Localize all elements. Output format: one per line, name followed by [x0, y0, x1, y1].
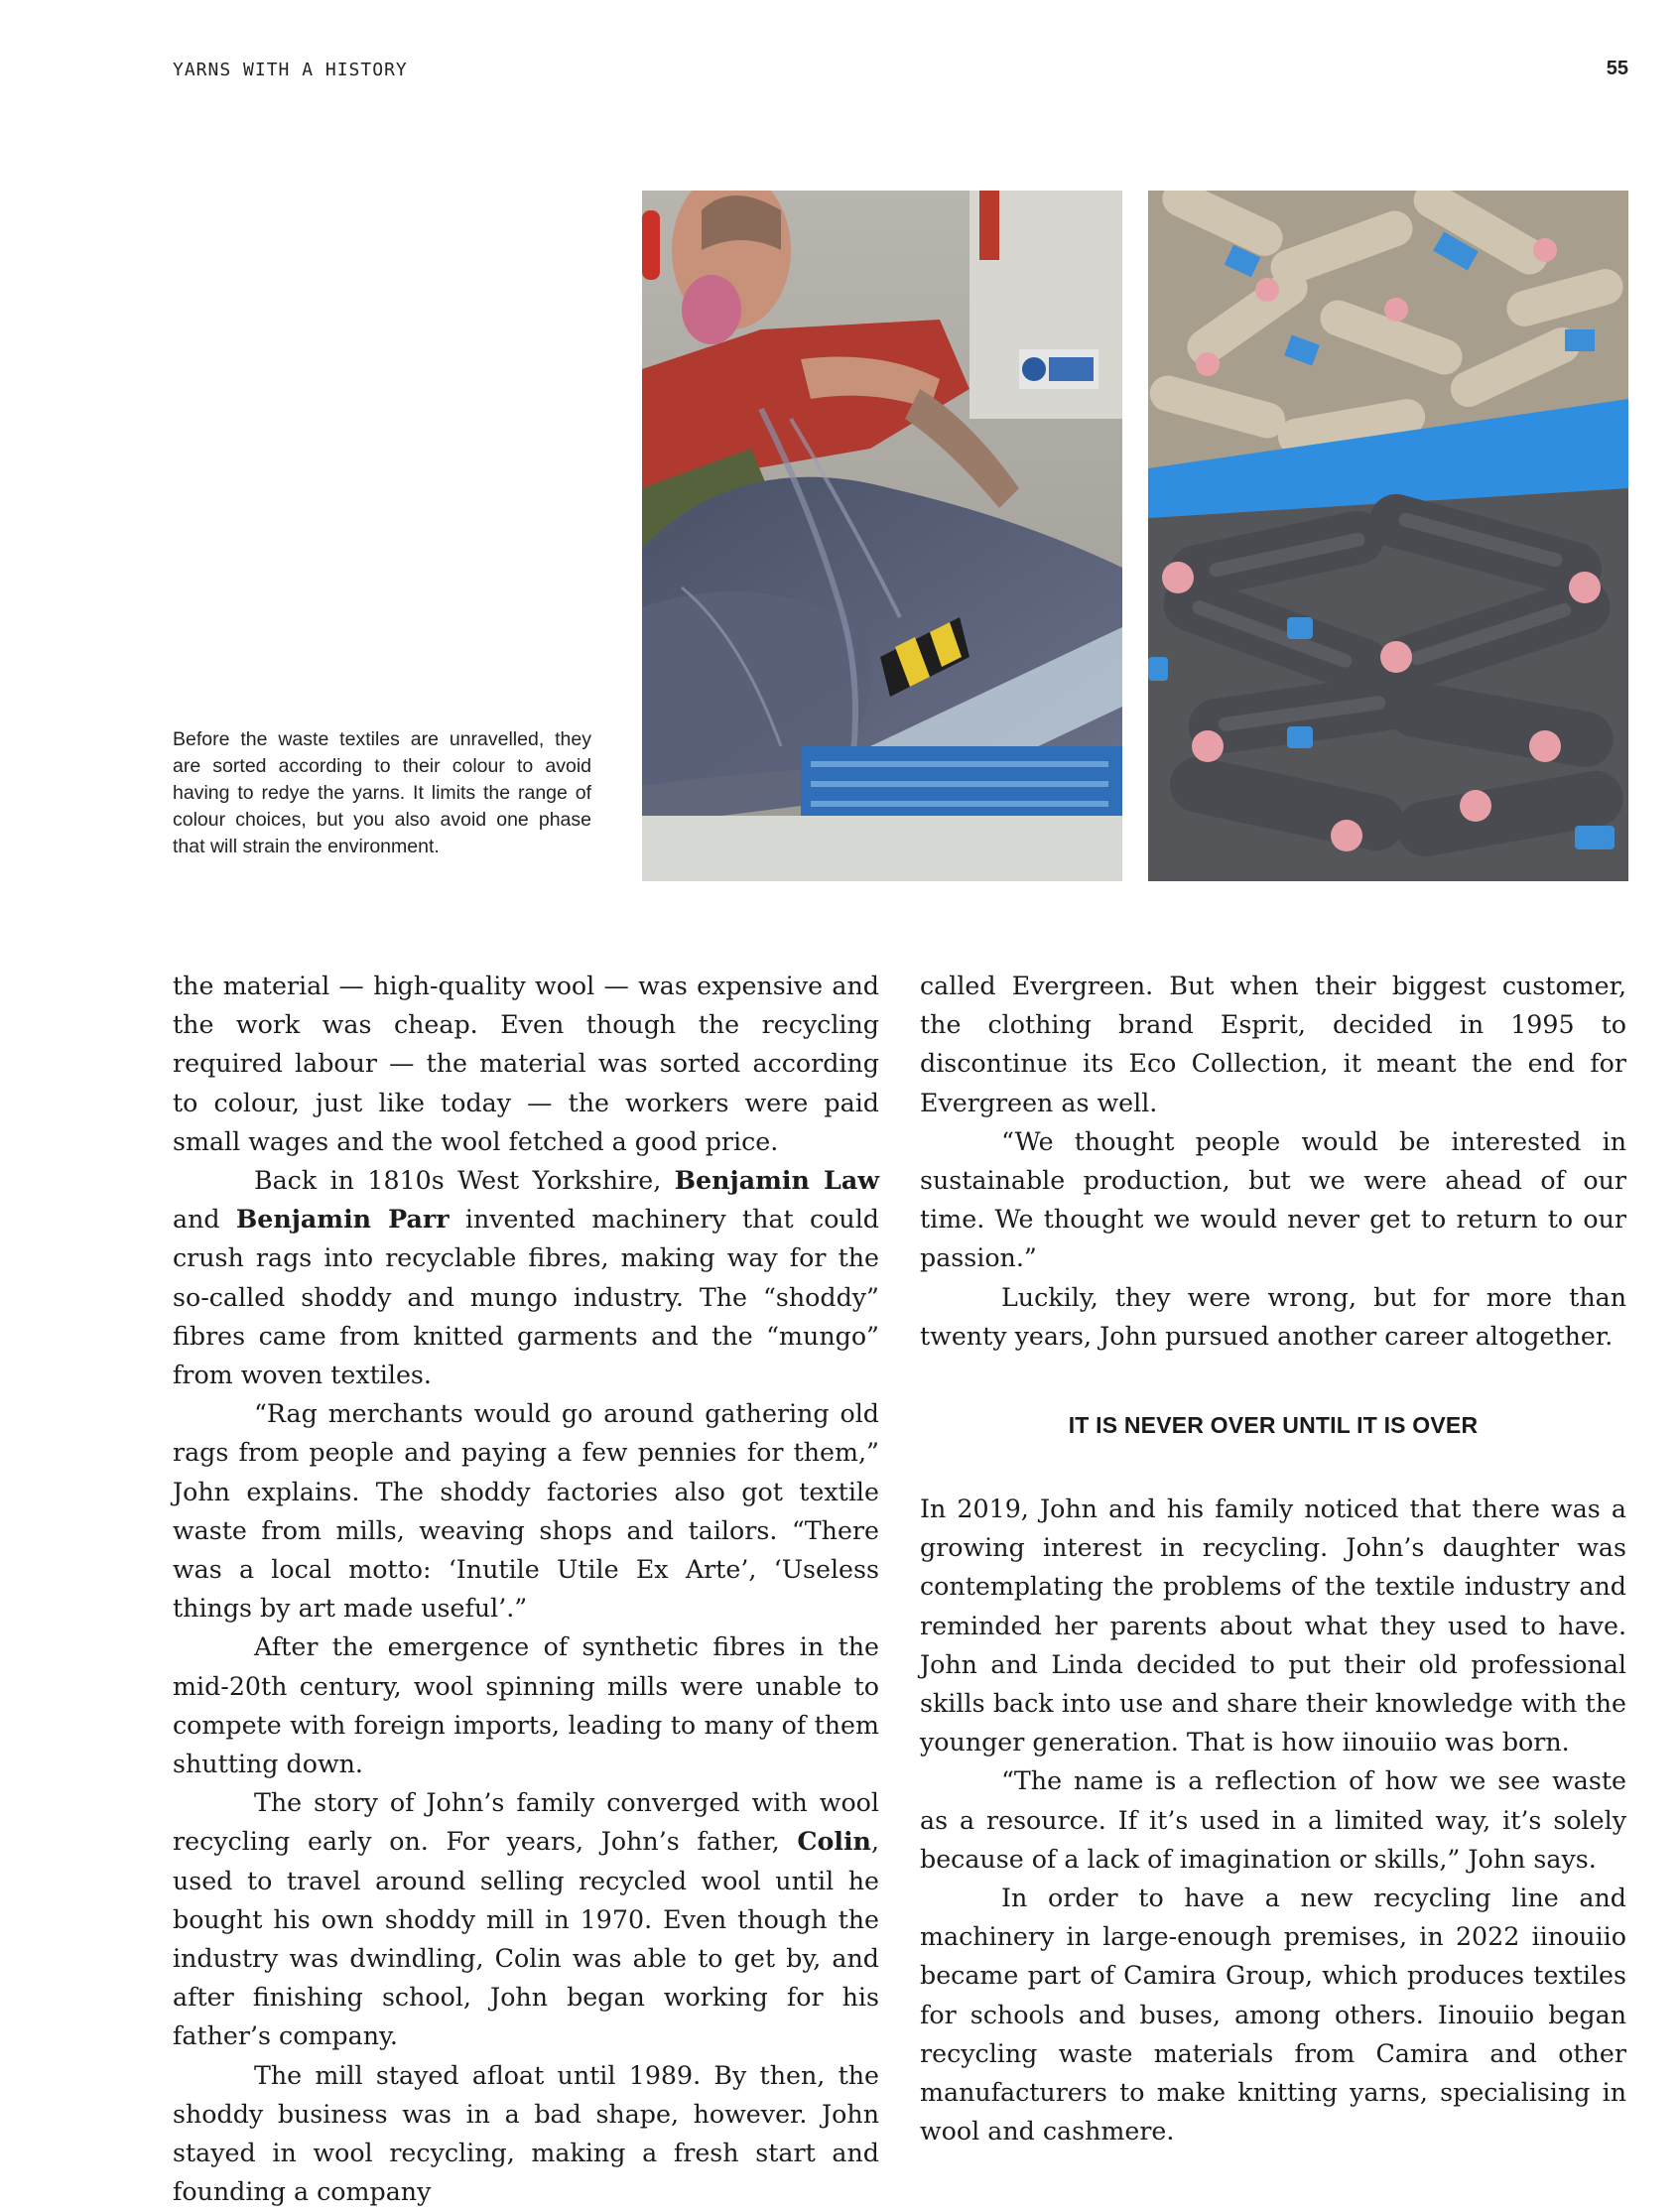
- paragraph: [173, 1161, 879, 1394]
- paragraph: “The name is a reflection of how we see waste as a resource. If it’s used in a limited way, it’s solely because of a lack of imagination or skills,” John says.: [920, 1766, 1626, 1874]
- text-run: invented machinery that could crush rags into recyclable fibres, making way for the so-called shoddy and mungo industry. The “shoddy” fibres came from knitted garments and the “mungo” from woven textiles.: [173, 1205, 879, 1390]
- bold-name: Benjamin Law: [674, 1165, 879, 1196]
- article-column-left: [173, 967, 879, 2212]
- paragraph: Luckily, they were wrong, but for more than twenty years, John pursued another career altogether.: [920, 1282, 1626, 1351]
- text-run: , used to travel around selling recycled wool until he bought his own shoddy mill in 1970. Even though the industry was dwindling, Colin was able to get by, and after finishing school, John began working for his father’s company.: [173, 1827, 879, 2051]
- bold-name: Benjamin Parr: [235, 1204, 450, 1235]
- text-run: The story of John’s family converged with wool recycling early on. For years, John’s father,: [173, 1788, 879, 1857]
- paragraph: called Evergreen. But when their biggest customer, the clothing brand Esprit, decided in 1995 to discontinue its Eco Collection, it meant the end for Evergreen as well.: [920, 972, 1626, 1117]
- photo-worker-sorting-wool: [642, 191, 1122, 881]
- bold-name: Colin: [797, 1826, 871, 1857]
- text-run: and: [173, 1205, 236, 1235]
- paragraph: “We thought people would be interested in sustainable production, but we were ahead of our time. We thought we would never get to return to our passion.”: [920, 1126, 1626, 1273]
- photo-yarn-cones: [1148, 191, 1628, 881]
- paragraph: In 2019, John and his family noticed that there was a growing interest in recycling. John’s daughter was contemplating the problems of the textile industry and reminded her parents about what they used to have. John and Linda decided to put their old professional skills back into use and share their knowledge with the younger generation. That is how iinouiio was born.: [920, 1495, 1626, 1757]
- paragraph: [173, 1783, 879, 2055]
- section-subheading: IT IS NEVER OVER UNTIL IT IS OVER: [1068, 1412, 1479, 1439]
- text-run: Back in 1810s West Yorkshire,: [254, 1166, 675, 1196]
- paragraph: the material — high-quality wool — was expensive and the work was cheap. Even though the recycling required labour — the material was sorted according to colour, just like today — the workers were paid small wages and the wool fetched a good price.: [173, 972, 879, 1156]
- article-column-right: [920, 967, 1626, 2150]
- photo-cones-illustration: [1148, 191, 1628, 881]
- paragraph: After the emergence of synthetic fibres in the mid-20th century, wool spinning mills were unable to compete with foreign imports, leading to many of them shutting down.: [173, 1632, 879, 1779]
- paragraph: The mill stayed afloat until 1989. By then, the shoddy business was in a bad shape, however. John stayed in wool recycling, making a fresh start and founding a company: [173, 2060, 879, 2207]
- photo-caption: Before the waste textiles are unravelled, they are sorted according to their colour to avoid having to redye the yarns. It limits the range of colour choices, but you also avoid one phase that will strain the environment.: [173, 728, 591, 857]
- photo-worker-illustration: [642, 191, 1122, 881]
- running-title: YARNS WITH A HISTORY: [173, 60, 408, 80]
- paragraph: In order to have a new recycling line and machinery in large-enough premises, in 2022 iinouiio became part of Camira Group, which produces textiles for schools and buses, among others. Iinouiio began recycling waste materials from Camira and other manufacturers to make knitting yarns, specialising in wool and cashmere.: [920, 1884, 1626, 2147]
- page-number: 55: [1606, 58, 1628, 79]
- paragraph: “Rag merchants would go around gathering old rags from people and paying a few pennies for them,” John explains. The shoddy factories also got textile waste from mills, weaving shops and tailors. “There was a local motto: ‘Inutile Utile Ex Arte’, ‘Useless things by art made useful’.”: [173, 1399, 879, 1624]
